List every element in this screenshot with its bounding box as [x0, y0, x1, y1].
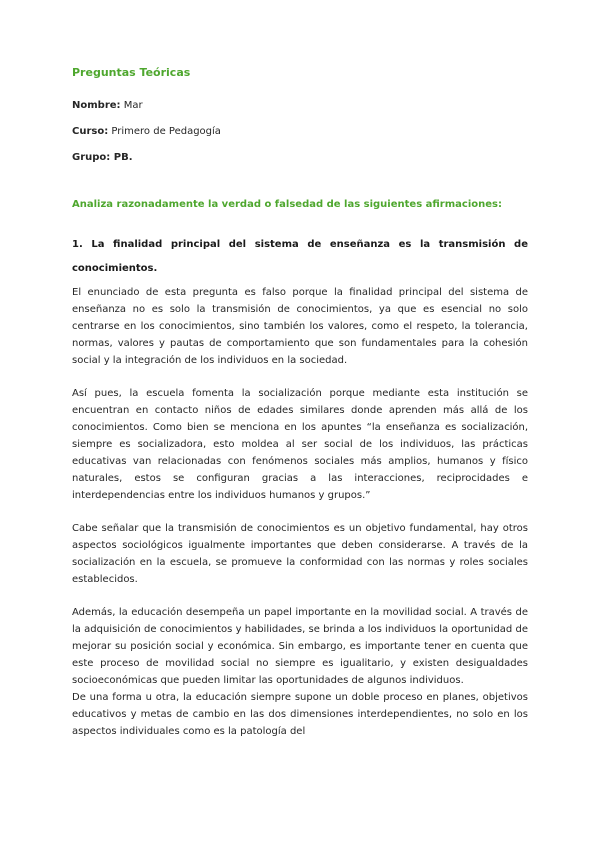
paragraph-1: El enunciado de esta pregunta es falso porque la finalidad principal del sistema de enseñanza no es solo la transmisión de conocimientos, ya que es esencial no solo centrarse en los conocimientos, sino también los valores, como el respeto, la tolerancia, normas, valores y pautas de comportamiento que son fundamentales para la cohesión social y la integración de los individuos en la sociedad. — [72, 287, 528, 366]
field-nombre-label: Nombre: — [72, 100, 121, 111]
field-grupo — [72, 149, 528, 166]
paragraph-2: Así pues, la escuela fomenta la socialización porque mediante esta institución se encuentran en contacto niños de edades similares donde aprenden más allá de los conocimientos. Como bien se menciona en los apuntes “la enseñanza es socialización, siempre es socializadora, esto moldea al ser social de los individuos, las prácticas educativas van relacionadas con fenómenos sociales más amplios, humanos y físico naturales, estos se configuran gracias a las interacciones, reciprocidades e interdependencias entre los individuos humanos y grupos.” — [72, 388, 528, 501]
field-curso-label: Curso: — [72, 126, 109, 137]
paragraph-5: De una forma u otra, la educación siempre supone un doble proceso en planes, objetivos educativos y metas de cambio en las dos dimensiones interdependientes, no solo en los aspectos individuales como es la patología del — [72, 692, 528, 737]
question-1-body — [72, 284, 528, 740]
field-nombre-value: Mar — [123, 100, 143, 111]
paragraph-4: Además, la educación desempeña un papel importante en la movilidad social. A través de la adquisición de conocimientos y habilidades, se brinda a los individuos la oportunidad de mejorar su posición social y económica. Sin embargo, es importante tener en cuenta que este proceso de movilidad social no siempre es igualitario, y existen desigualdades socioeconómicas que pueden limitar las oportunidades de algunos individuos. — [72, 607, 528, 686]
field-curso — [72, 123, 528, 140]
document-title: Preguntas Teóricas — [72, 66, 191, 79]
field-grupo-label: Grupo: PB. — [72, 152, 133, 163]
field-nombre — [72, 97, 528, 114]
instruction-heading: Analiza razonadamente la verdad o falsedad de las siguientes afirmaciones: — [72, 199, 502, 210]
paragraph-3: Cabe señalar que la transmisión de conocimientos es un objetivo fundamental, hay otros aspectos sociológicos igualmente importantes que deben considerarse. A través de la socialización en la escuela, se promueve la conformidad con las normas y roles sociales establecidos. — [72, 523, 528, 585]
question-1-heading: 1. La finalidad principal del sistema de enseñanza es la transmisión de conocimientos. — [72, 239, 528, 274]
field-curso-value: Primero de Pedagogía — [111, 126, 221, 137]
